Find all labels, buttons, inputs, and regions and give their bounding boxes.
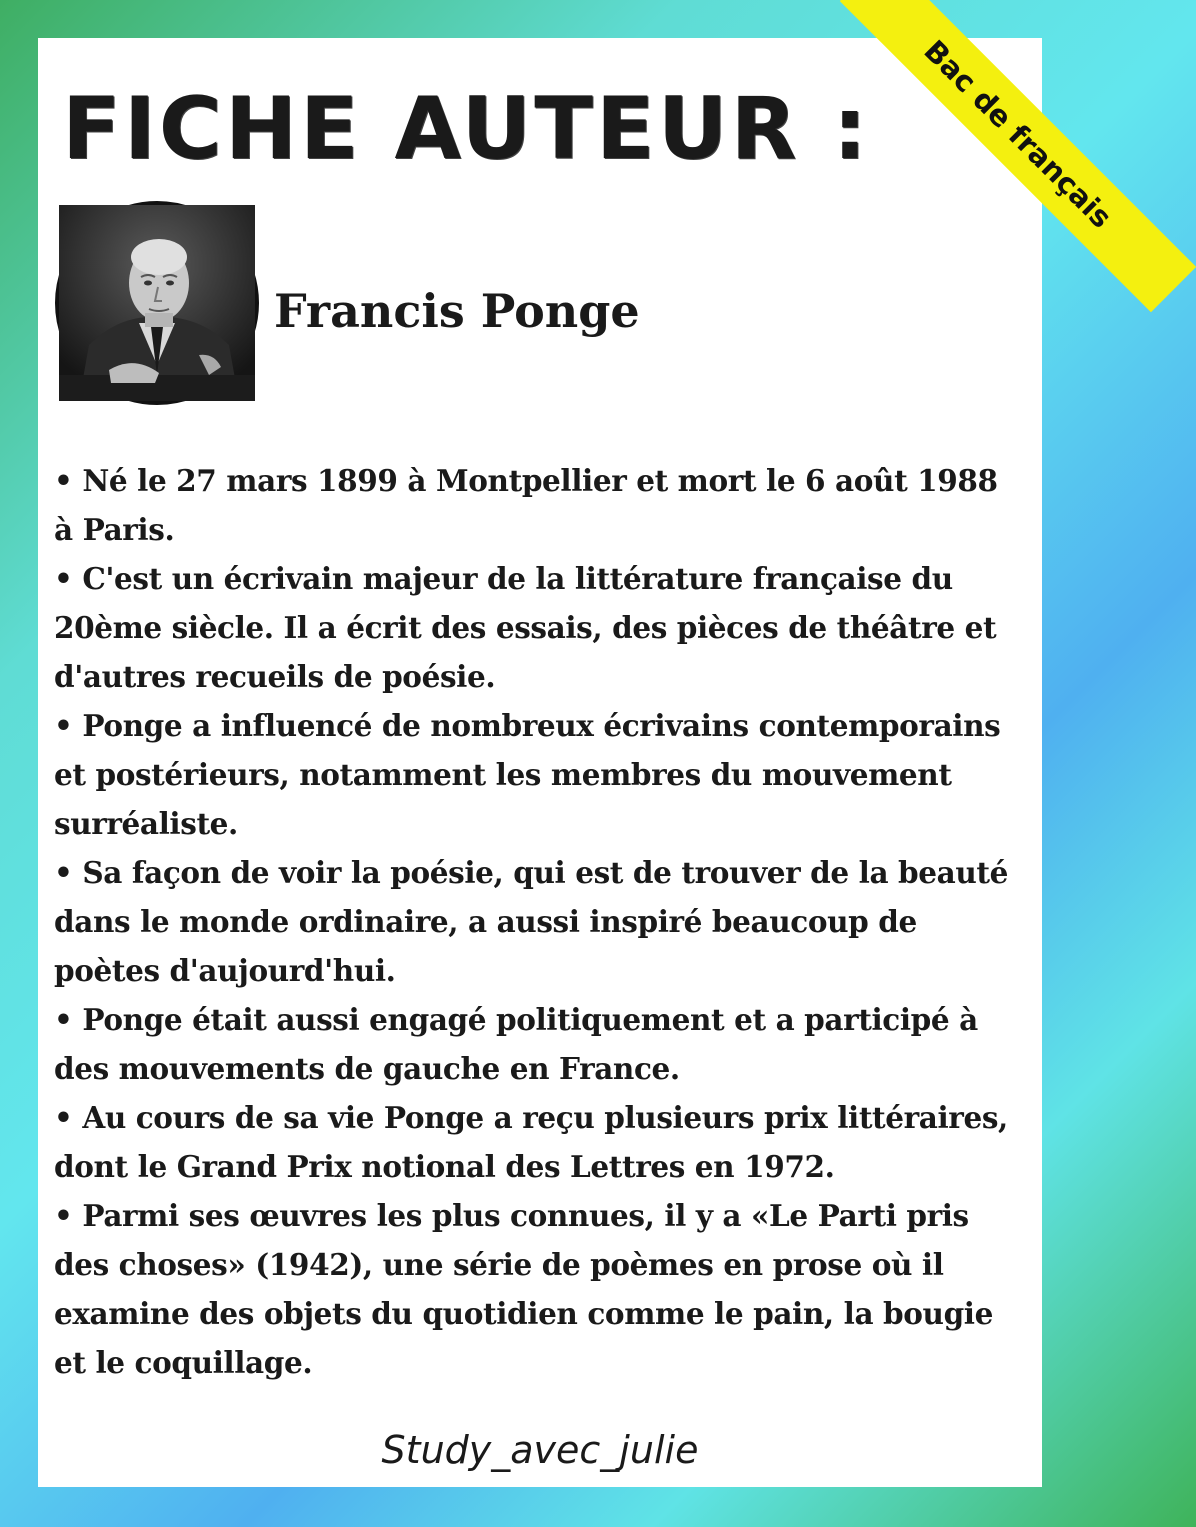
author-portrait — [55, 201, 259, 405]
bac-ribbon: Bac de français — [840, 0, 1196, 312]
author-sheet-card — [38, 33, 1119, 1487]
author-signature: Study_avec_julie — [381, 1428, 699, 1472]
author-name: Francis Ponge — [274, 284, 640, 338]
page-title: FICHE AUTEUR : — [62, 79, 871, 179]
bio-item-major-writer: • C'est un écrivain majeur de la littérature française du 20ème siècle. Il a écrit des essais, des pièces de théâtre et d'autres recueils de poésie. — [54, 554, 1024, 701]
bio-item-politics: • Ponge était aussi engagé politiquement et a participé à des mouvements de gauche en France. — [54, 995, 1024, 1093]
bio-item-works: • Parmi ses œuvres les plus connues, il y a «Le Parti pris des choses» (1942), une série de poèmes en prose où il examine des objets du quotidien comme le pain, la bougie et le coquillage. — [54, 1191, 1024, 1387]
bio-item-vision: • Sa façon de voir la poésie, qui est de trouver de la beauté dans le monde ordinaire, a aussi inspiré beaucoup de poètes d'aujourd'hui. — [54, 848, 1024, 995]
bio-item-prizes: • Au cours de sa vie Ponge a reçu plusieurs prix littéraires, dont le Grand Prix notional des Lettres en 1972. — [54, 1093, 1024, 1191]
portrait-photo-icon — [59, 205, 255, 401]
biography-list — [54, 456, 1024, 1387]
bio-item-birth-death: • Né le 27 mars 1899 à Montpellier et mort le 6 août 1988 à Paris. — [54, 456, 1024, 554]
bio-item-influence: • Ponge a influencé de nombreux écrivains contemporains et postérieurs, notamment les membres du mouvement surréaliste. — [54, 701, 1024, 848]
